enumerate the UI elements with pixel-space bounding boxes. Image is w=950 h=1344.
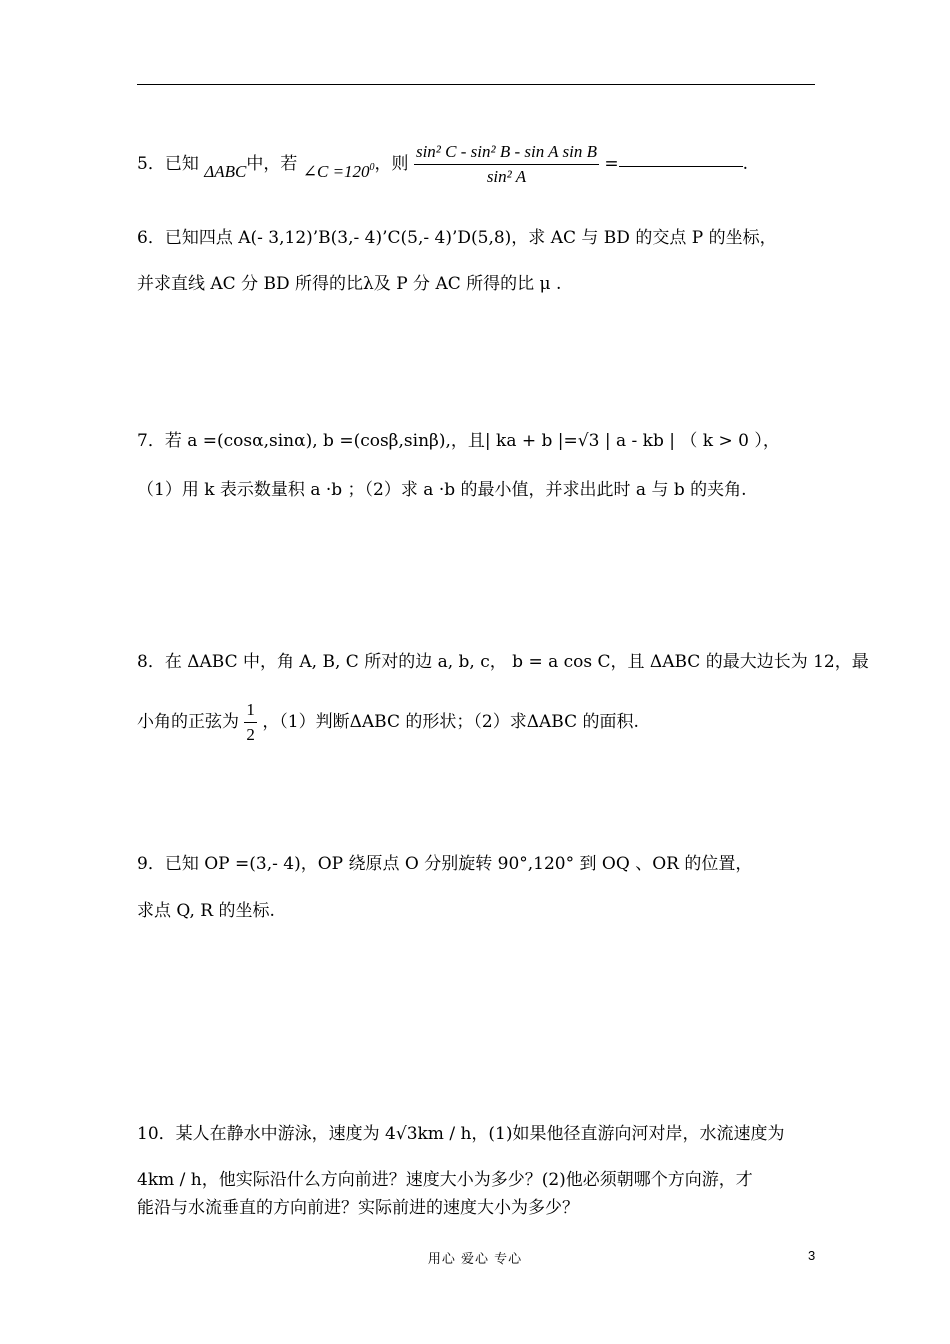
problem-5: 5．已知 ΔABC中，若 ∠C $=120^0$，则 $\frac{\text{sin² C - sin² B - sin A sin B}}{\text{sin² A}}$ = . [137,140,827,189]
footer-motto: 用心 爱心 专心 [427,1252,523,1267]
problem-7: 7．若 a =(cosα,sinα), b =(cosβ,sinβ),，且| ka + b |=√3 | a - kb | （ k > 0 ）， [137,431,780,451]
problem-8-line-2: 小角的正弦为 $\frac{1}{2}$ ，（1）判断ΔABC 的形状；（2）求ΔABC 的面积. [137,698,827,747]
problem-number: 5 [137,154,148,174]
header-rule [137,84,815,85]
problem-8: 8．在 ΔABC 中，角 A, B, C 所对的边 a, b, c， b = a cos C，且 ΔABC 的最大边长为 12，最 [137,652,869,672]
answer-blank [619,152,743,167]
problem-10-line-3: 能沿与水流垂直的方向前进？实际前进的速度大小为多少？ [137,1198,579,1218]
problem-10-line-2: 4km / h，他实际沿什么方向前进？速度大小为多少？(2)他必须朝哪个方向游，才 [137,1170,753,1190]
page-number: 3 [808,1248,816,1263]
problem-6-line-2: 并求直线 AC 分 BD 所得的比λ及 P 分 AC 所得的比 μ . [137,274,562,294]
problem-9: 9．已知 OP =(3,- 4)，OP 绕原点 O 分别旋转 90°,120° 到 OQ 、OR 的位置， [137,854,753,874]
fraction-denominator: sin² A [486,167,527,186]
fraction-numerator: sin² C - sin² B - sin A sin B [414,140,599,165]
problem-9-line-2: 求点 Q, R 的坐标. [137,901,275,921]
problem-10: 10．某人在静水中游泳，速度为 4√3km / h，(1)如果他径直游向河对岸，水流速度为 [137,1124,785,1144]
problem-7-line-2: （1）用 k 表示数量积 a ·b ；（2）求 a ·b 的最小值，并求出此时 a 与 b 的夹角. [137,480,747,500]
sine-fraction [414,140,599,189]
problem-6: 6．已知四点 A(- 3,12)’B(3,- 4)’C(5,- 4)’D(5,8)，求 AC 与 BD 的交点 P 的坐标， [137,228,777,248]
half-fraction: $\frac{1}{2}$ [246,700,255,744]
